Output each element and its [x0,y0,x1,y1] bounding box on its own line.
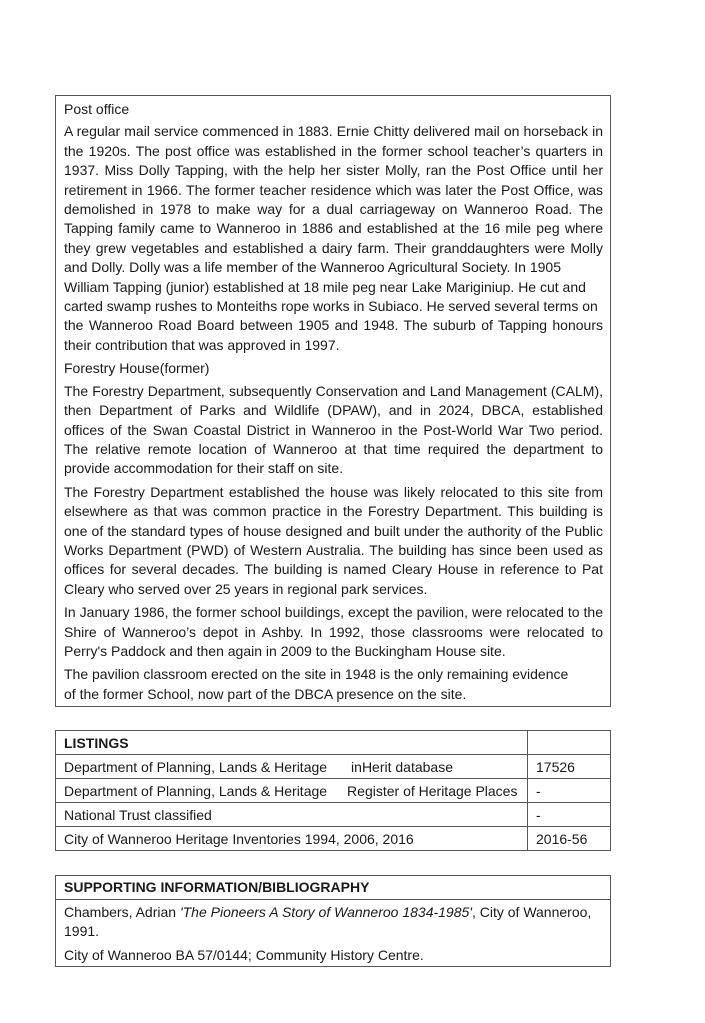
listing-org: Department of Planning, Lands & Heritage [64,758,328,775]
listing-register: inHerit database [351,758,453,775]
pavilion-paragraph [64,665,603,704]
listing-org: City of Wanneroo Heritage Inventories 1994, 2006, 2016 [64,830,414,847]
post-office-paragraph-continued: William Tapping (junior) established at 18 mile peg near Lake Mariginiup. He cut and carted swamp rushes to Monteiths rope works in Subiaco. He served several terms on [64,278,598,315]
table-row [56,827,611,851]
listing-org: National Trust classified [64,806,212,823]
bibliography-header: SUPPORTING INFORMATION/BIBLIOGRAPHY [56,876,610,900]
post-office-paragraph [64,122,603,277]
bib-author: Chambers, Adrian [64,904,180,920]
pavilion-line-2: of the former School, now part of the DBCA presence on the site. [64,685,467,702]
post-office-heading: Post office [64,101,130,117]
listings-header-value [528,731,611,755]
listing-label [56,755,528,779]
table-row [56,755,611,779]
forestry-house-heading: Forestry House(former) [64,360,210,377]
listing-label [56,779,528,803]
bibliography-section [55,875,611,967]
listing-value: - [528,779,611,803]
bib-publisher: , City of Wanneroo, 1991. [64,904,592,940]
listings-table [55,730,611,851]
listing-value: - [528,803,611,827]
table-row [56,803,611,827]
bibliography-entry: City of Wanneroo BA 57/0144; Community History Centre. [64,946,424,963]
post-office-paragraph-end: the Wanneroo Road Board between 1905 and 1948. The suburb of Tapping honours their contribution that was approved in 1997. [64,317,603,353]
forestry-paragraph-2: The Forestry Department established the house was likely relocated to this site from elsewhere as that was common practice in the Forestry Department. This building is one of the standard types of house designed and built under the authority of the Public Works Department (PWD) of Western Australia. The building has since been used as offices for several decades. The building is named Cleary House in reference to Pat Cleary who served over 25 years in regional park services. [64,483,603,597]
listing-value: 17526 [528,755,611,779]
bib-title: 'The Pioneers A Story of Wanneroo 1834-1985' [179,904,472,920]
relocation-paragraph: In January 1986, the former school buildings, except the pavilion, were relocated to the Shire of Wanneroo’s depot in Ashby. In 1992, those classrooms were relocated to Perry's Paddock and then again in 2009 to the Buckingham House site. [64,604,603,659]
listings-header: LISTINGS [56,731,528,755]
listing-label [56,827,528,851]
listing-register: Register of Heritage Places [347,782,518,799]
table-row [56,779,611,803]
listing-label [56,803,528,827]
forestry-paragraph-1: The Forestry Department, subsequently Conservation and Land Management (CALM), then Department of Parks and Wildlife (DPAW), and in 2024, DBCA, established offices of the Swan Coastal District in Wanneroo in the Post-World War Two period. The relative remote location of Wanneroo at that time required the department to provide accommodation for their staff on site. [64,382,603,477]
listing-value: 2016-56 [528,827,611,851]
post-office-text-a: A regular mail service commenced in 1883. Ernie Chitty delivered mail on horseback in the 1920s. The post office was established in the former school teacher’s quarters in 1937. Miss Dolly Tapping, with the help her sister Molly, ran the Post Office until her retirement in 1966. The former teacher residence which was later the Post Office, was demolished in 1978 to make way for a dual carriageway on Wanneroo Road. The Tapping family came to Wanneroo in 1886 and established at the 16 mile peg where they grew vegetables and established a dairy farm. Their granddaughters were Molly and Dolly. Dolly was a life member of the Wanneroo Agricultural Society. In 1905 [64,123,603,276]
history-section [55,95,611,707]
listings-header-row [56,731,611,755]
bibliography-entry [56,900,610,942]
pavilion-line-1: The pavilion classroom erected on the site in 1948 is the only remaining evidence [64,666,569,683]
listing-org: Department of Planning, Lands & Heritage [64,782,328,799]
